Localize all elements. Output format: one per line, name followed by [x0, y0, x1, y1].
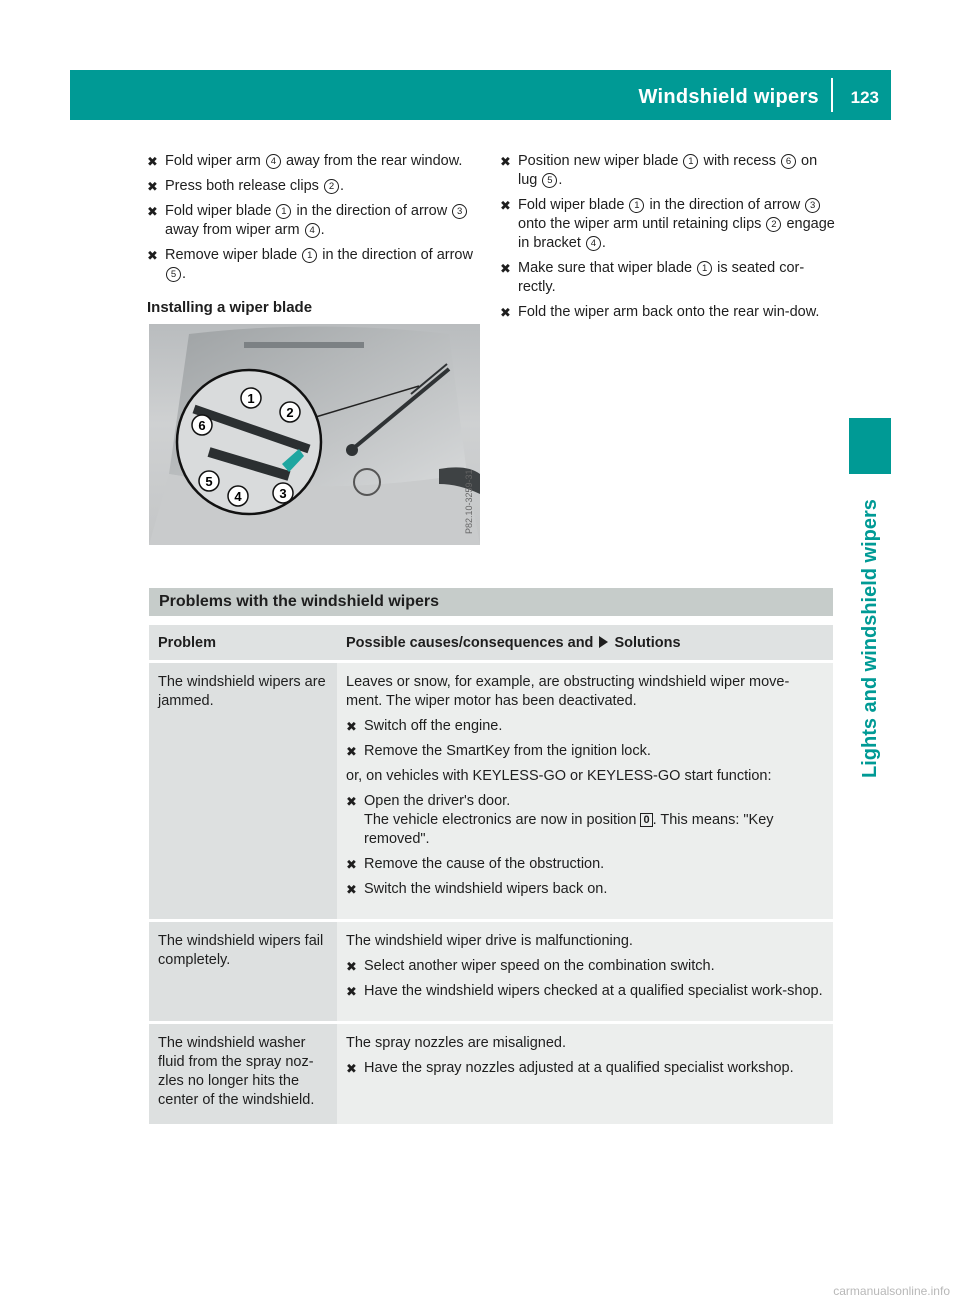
step-marker-icon: ✖	[500, 154, 511, 169]
step-marker-icon: ✖	[147, 154, 158, 169]
chapter-label: Lights and windshield wipers	[859, 499, 881, 778]
step-text: onto the wiper arm until retaining clips	[518, 216, 766, 232]
circled-number: 2	[324, 179, 339, 194]
step-text: .	[601, 235, 606, 251]
circled-number: 3	[452, 204, 467, 219]
step-text: Press both release clips	[165, 178, 323, 194]
alternative-text: or, on vehicles with KEYLESS-GO or KEYLESS-GO start function:	[346, 768, 772, 784]
instruction-step	[147, 152, 482, 171]
left-column	[147, 152, 482, 317]
circled-number: 1	[629, 198, 644, 213]
installation-steps	[500, 152, 835, 322]
circled-number: 2	[766, 217, 781, 232]
instruction-step	[500, 152, 835, 190]
cause-text: The windshield wiper drive is malfunctioning.	[346, 933, 633, 949]
solution-arrow-icon	[599, 636, 608, 648]
step-text: Fold wiper blade	[518, 197, 629, 213]
solution-step: ✖ Remove the cause of the obstruction.	[346, 856, 605, 872]
table-header-row	[149, 625, 833, 660]
step-marker-icon: ✖	[147, 179, 158, 194]
circled-number: 1	[697, 261, 712, 276]
step-text: Remove wiper blade	[165, 247, 302, 263]
step-text: .	[339, 178, 344, 194]
step-marker-icon: ✖	[346, 984, 357, 999]
instruction-step	[147, 202, 482, 240]
step-marker-icon: ✖	[147, 248, 158, 263]
step-text: on lug	[518, 153, 818, 188]
solution-cell	[337, 663, 833, 919]
step-text: with recess	[699, 153, 781, 169]
step-text: in the direction of arrow	[645, 197, 805, 213]
figure-callout: 4	[234, 489, 242, 504]
problems-table	[149, 622, 833, 1127]
section-title: Problems with the windshield wipers	[159, 593, 440, 610]
circled-number: 1	[683, 154, 698, 169]
step-marker-icon: ✖	[346, 719, 357, 734]
solution-cell	[337, 922, 833, 1021]
step-text: in the direction of arrow	[318, 247, 473, 263]
step-marker-icon: ✖	[500, 305, 511, 320]
step-text: Fold wiper arm	[165, 153, 265, 169]
page-number: 123	[850, 88, 879, 107]
step-text: is seated cor-rectly.	[518, 260, 805, 295]
step-marker-icon: ✖	[500, 261, 511, 276]
installing-heading: Installing a wiper blade	[147, 299, 313, 316]
step-text: in the direction of arrow	[292, 203, 452, 219]
section-heading-bar	[149, 588, 833, 616]
step-marker-icon: ✖	[346, 1061, 357, 1076]
solution-step: ✖ Remove the SmartKey from the ignition lock.	[346, 743, 651, 759]
step-text: Make sure that wiper blade	[518, 260, 697, 276]
step-text: .	[320, 222, 325, 238]
solution-step: ✖ Switch the windshield wipers back on.	[346, 881, 608, 897]
key-position-icon: 0	[640, 813, 652, 827]
table-row	[149, 1024, 833, 1124]
problem-cell: The windshield wipers are jammed.	[149, 663, 337, 919]
circled-number: 5	[166, 267, 181, 282]
instruction-step	[147, 246, 482, 284]
step-text: .	[182, 266, 187, 282]
figure-callout: 1	[247, 391, 255, 406]
instruction-step	[500, 303, 835, 322]
step-marker-icon: ✖	[346, 882, 357, 897]
step-text: away from wiper arm	[165, 222, 304, 238]
circled-number: 1	[302, 248, 317, 263]
step-text: Position new wiper blade	[518, 153, 683, 169]
step-marker-icon: ✖	[346, 794, 357, 809]
instruction-step	[500, 259, 835, 297]
step-text: Fold the wiper arm back onto the rear win-dow.	[518, 304, 820, 320]
figure-callout: 6	[198, 418, 206, 433]
cause-text: The spray nozzles are misaligned.	[346, 1035, 567, 1051]
step-text: Fold wiper blade	[165, 203, 276, 219]
problem-cell: The windshield wipers fail completely.	[149, 922, 337, 1021]
solution-step: ✖ Have the spray nozzles adjusted at a qualified specialist workshop.	[346, 1060, 794, 1076]
column-header-solutions-post: Solutions	[614, 635, 681, 651]
door-step-text: Open the driver's door.	[364, 793, 511, 809]
circled-number: 4	[586, 236, 601, 251]
figure-callout: 2	[286, 405, 294, 420]
page-header	[70, 70, 891, 120]
circled-number: 5	[542, 173, 557, 188]
step-marker-icon: ✖	[500, 198, 511, 213]
solution-step: ✖ Switch off the engine.	[346, 718, 503, 734]
step-text: .	[558, 172, 563, 188]
wiper-blade-figure	[149, 324, 480, 545]
figure-code: P82.10-3259-31	[464, 469, 474, 534]
chapter-tab	[849, 418, 891, 474]
instruction-step	[147, 177, 482, 196]
circled-number: 6	[781, 154, 796, 169]
cause-text: Leaves or snow, for example, are obstructing windshield wiper move-ment. The wiper motor has been deactivated.	[346, 674, 790, 709]
right-column	[500, 152, 835, 328]
circled-number: 4	[305, 223, 320, 238]
step-text: away from the rear window.	[281, 153, 463, 169]
removal-steps	[147, 152, 482, 284]
column-header-solutions-pre: Possible causes/consequences and	[346, 635, 594, 651]
solution-step: ✖ Have the windshield wipers checked at a qualified specialist work-shop.	[346, 983, 823, 999]
instruction-step	[500, 196, 835, 253]
footer-watermark: carmanualsonline.info	[833, 1284, 950, 1298]
step-marker-icon: ✖	[346, 857, 357, 872]
figure-callout: 3	[279, 486, 287, 501]
problem-cell: The windshield washer fluid from the spray noz-zles no longer hits the center of the windshield.	[149, 1024, 337, 1124]
header-title: Windshield wipers	[638, 86, 819, 108]
figure-callout: 5	[205, 474, 213, 489]
figure-illustration	[149, 324, 480, 545]
column-header-problem: Problem	[149, 625, 337, 660]
solution-cell	[337, 1024, 833, 1124]
solution-step: ✖ Select another wiper speed on the combination switch.	[346, 958, 715, 974]
step-marker-icon: ✖	[147, 204, 158, 219]
circled-number: 4	[266, 154, 281, 169]
wiper-pivot	[346, 444, 358, 456]
step-marker-icon: ✖	[346, 744, 357, 759]
brake-light	[244, 342, 364, 348]
step-text: engage in bracket	[518, 216, 835, 251]
column-header-solutions	[337, 625, 833, 660]
table-row	[149, 663, 833, 919]
door-step-note: The vehicle electronics are now in position 0 . This means: "Key removed".	[364, 812, 774, 847]
header-separator	[831, 78, 833, 112]
circled-number: 1	[276, 204, 291, 219]
table-row	[149, 922, 833, 1021]
solution-step	[346, 792, 824, 849]
step-marker-icon: ✖	[346, 959, 357, 974]
circled-number: 3	[805, 198, 820, 213]
